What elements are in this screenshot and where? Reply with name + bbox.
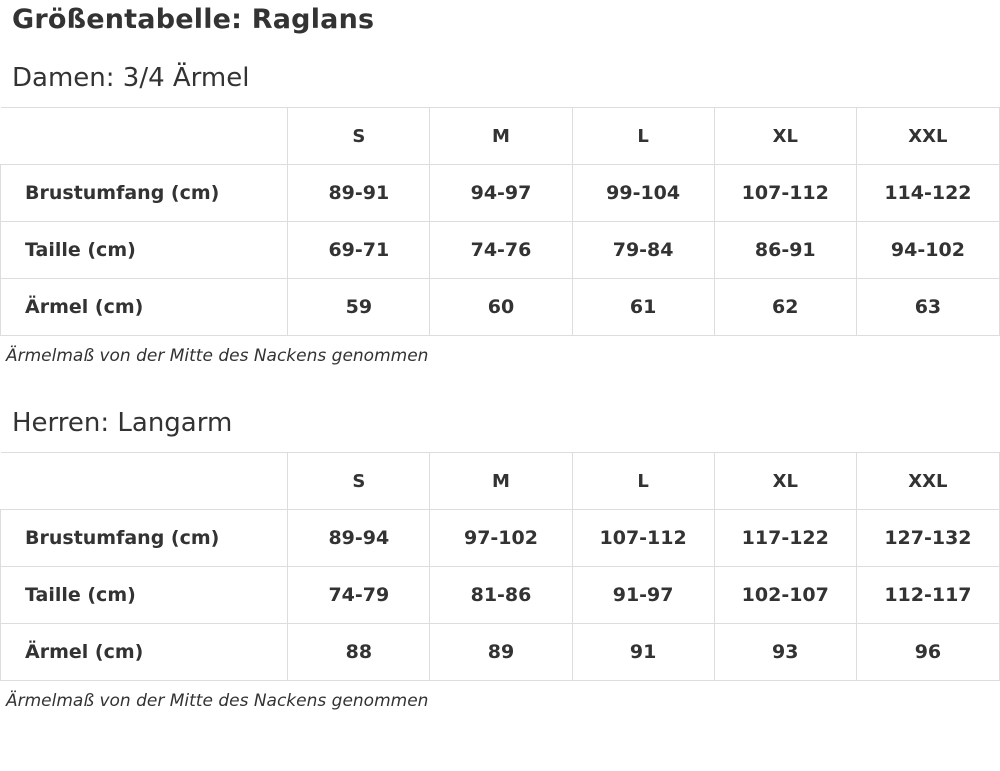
table-corner-cell (1, 453, 288, 510)
table-row (1, 279, 1000, 336)
table-row (1, 222, 1000, 279)
cell-sleeve-xl: 62 (714, 279, 856, 336)
cell-chest-l: 99-104 (572, 165, 714, 222)
cell-waist-s: 69-71 (288, 222, 430, 279)
table-row (1, 567, 1000, 624)
cell-sleeve-s: 88 (288, 624, 430, 681)
cell-chest-xl: 117-122 (714, 510, 856, 567)
table-header-row (1, 453, 1000, 510)
column-header-m: M (430, 453, 572, 510)
size-table-men (0, 452, 1000, 681)
page-title: Größentabelle: Raglans (12, 4, 375, 35)
cell-waist-xxl: 112-117 (856, 567, 999, 624)
cell-chest-xl: 107-112 (714, 165, 856, 222)
cell-chest-l: 107-112 (572, 510, 714, 567)
table-note-women: Ärmelmaß von der Mitte des Nackens genommen (6, 346, 429, 366)
cell-waist-m: 74-76 (430, 222, 572, 279)
table-row (1, 510, 1000, 567)
cell-sleeve-xxl: 96 (856, 624, 999, 681)
row-label-waist: Taille (cm) (1, 567, 288, 624)
size-chart-page (0, 4, 1000, 771)
column-header-l: L (572, 453, 714, 510)
cell-waist-xl: 102-107 (714, 567, 856, 624)
row-label-sleeve: Ärmel (cm) (1, 279, 288, 336)
table-note-men: Ärmelmaß von der Mitte des Nackens genommen (6, 691, 429, 711)
column-header-xxl: XXL (856, 453, 999, 510)
cell-chest-xxl: 114-122 (856, 165, 999, 222)
cell-sleeve-l: 61 (572, 279, 714, 336)
cell-sleeve-s: 59 (288, 279, 430, 336)
table-header-row (1, 108, 1000, 165)
cell-sleeve-m: 60 (430, 279, 572, 336)
column-header-s: S (288, 108, 430, 165)
table-row (1, 165, 1000, 222)
section-heading-women: Damen: 3/4 Ärmel (12, 63, 250, 93)
cell-waist-l: 91-97 (572, 567, 714, 624)
cell-waist-xl: 86-91 (714, 222, 856, 279)
column-header-xl: XL (714, 453, 856, 510)
row-label-chest: Brustumfang (cm) (1, 510, 288, 567)
cell-waist-xxl: 94-102 (856, 222, 999, 279)
table-corner-cell (1, 108, 288, 165)
cell-waist-m: 81-86 (430, 567, 572, 624)
cell-sleeve-m: 89 (430, 624, 572, 681)
row-label-waist: Taille (cm) (1, 222, 288, 279)
row-label-chest: Brustumfang (cm) (1, 165, 288, 222)
row-label-sleeve: Ärmel (cm) (1, 624, 288, 681)
column-header-xxl: XXL (856, 108, 999, 165)
size-table-women (0, 107, 1000, 336)
cell-chest-s: 89-94 (288, 510, 430, 567)
table-row (1, 624, 1000, 681)
cell-chest-s: 89-91 (288, 165, 430, 222)
cell-chest-xxl: 127-132 (856, 510, 999, 567)
column-header-m: M (430, 108, 572, 165)
column-header-l: L (572, 108, 714, 165)
cell-chest-m: 97-102 (430, 510, 572, 567)
cell-waist-l: 79-84 (572, 222, 714, 279)
cell-sleeve-xxl: 63 (856, 279, 999, 336)
column-header-xl: XL (714, 108, 856, 165)
section-heading-men: Herren: Langarm (12, 408, 233, 438)
cell-chest-m: 94-97 (430, 165, 572, 222)
cell-sleeve-xl: 93 (714, 624, 856, 681)
column-header-s: S (288, 453, 430, 510)
cell-waist-s: 74-79 (288, 567, 430, 624)
cell-sleeve-l: 91 (572, 624, 714, 681)
